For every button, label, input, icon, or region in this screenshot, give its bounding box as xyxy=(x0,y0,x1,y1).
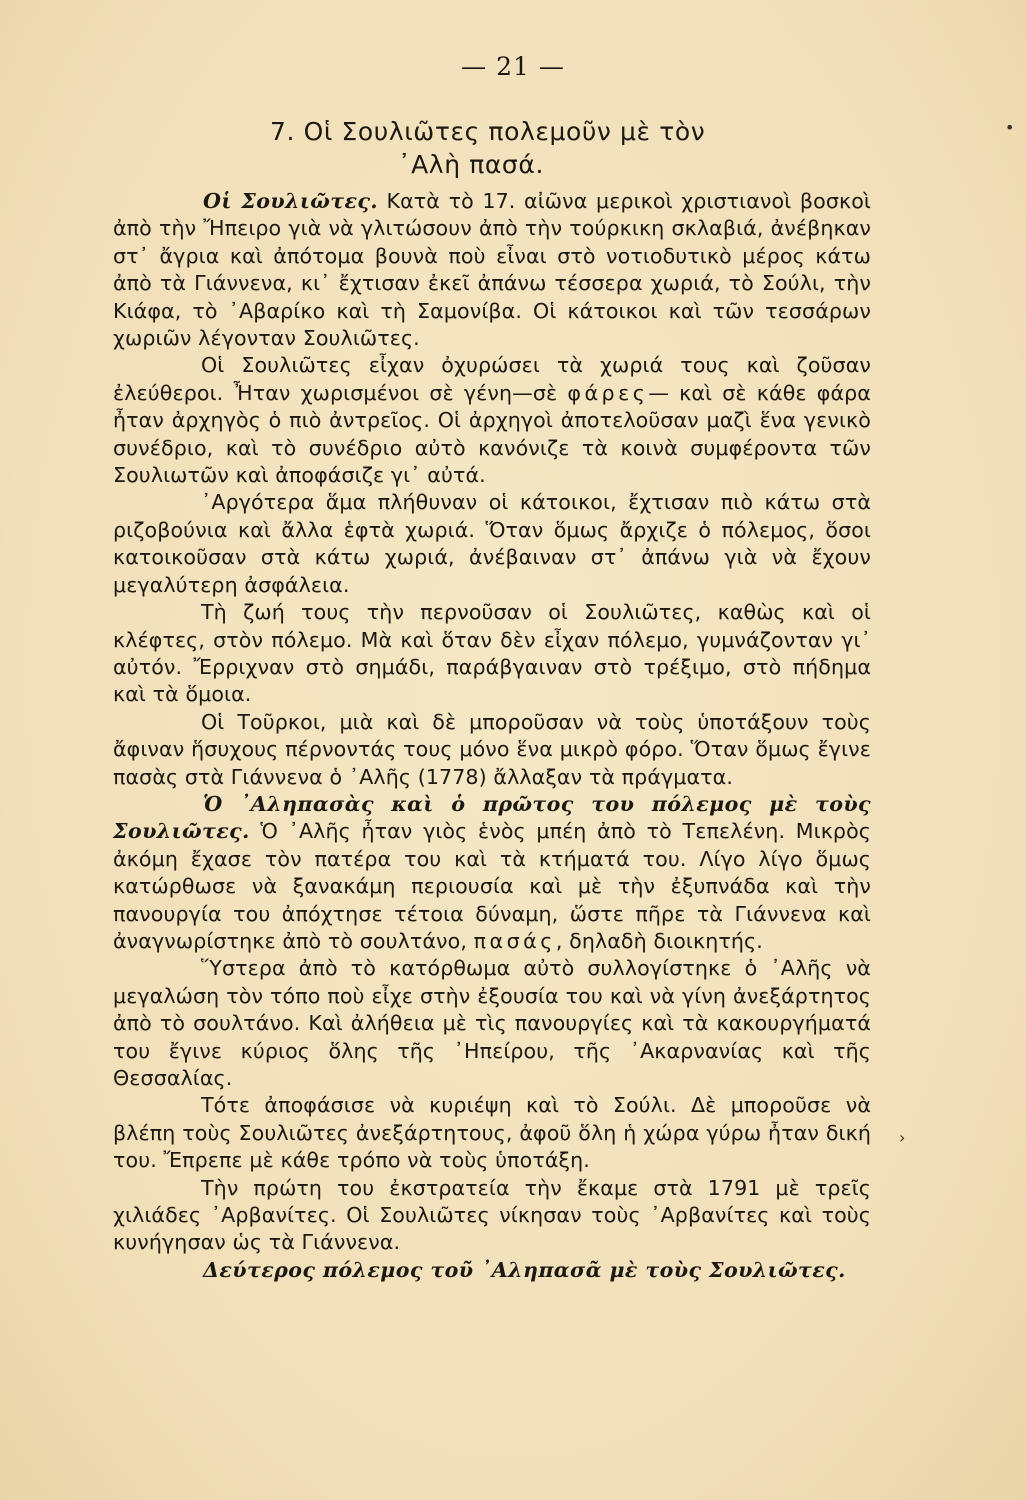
section-heading: Ὁ ᾿Αληπασὰς καὶ ὁ πρῶτος του πόλεμος μὲ τοὺς Σουλιῶτες. xyxy=(113,791,871,844)
paragraph: Τὴ ζωή τους τὴν περνοῦσαν οἱ Σουλιῶτες, καθὼς καὶ οἱ κλέφτες, στὸν πόλεμο. Μὰ καὶ ὅταν δὲν εἶχαν πόλεμο, γυμνάζονταν γι᾿ αὐτόν. Ἔρριχναν στὸ σημάδι, παράβγαιναν στὸ τρέξιμο, στὸ πήδημα καὶ τὰ ὅμοια. xyxy=(113,600,871,707)
margin-mark: › xyxy=(899,1128,906,1147)
chapter-title xyxy=(270,115,790,181)
margin-mark: • xyxy=(1005,118,1015,137)
paragraph: Οἱ Σουλιῶτες εἶχαν ὀχυρώσει τὰ χωριά τους καὶ ζοῦσαν ἐλεύθεροι. Ἦταν χωρισμένοι σὲ γένη—σὲ φάρες— καὶ σὲ κάθε φάρα ἦταν ἀρχηγὸς ὁ πιὸ ἀντρεῖος. Οἱ ἀρχηγοὶ ἀποτελοῦσαν μαζὶ ἕνα γενικὸ συνέδριο, καὶ τὸ συνέδριο αὐτὸ κανόνιζε τὰ κοινὰ συμφέροντα τῶν Σουλιωτῶν καὶ ἀποφάσιζε γι᾿ αὐτά. xyxy=(113,353,871,488)
section-heading: Οἱ Σουλιῶτες. xyxy=(203,189,378,213)
paragraph: Τὴν πρώτη του ἐκστρατεία τὴν ἔκαμε στὰ 1791 μὲ τρεῖς χιλιάδες ᾿Αρβανίτες. Οἱ Σουλιῶτες νίκησαν τοὺς ᾿Αρβανίτες καὶ τοὺς κυνήγησαν ὡς τὰ Γιάννενα. xyxy=(113,1175,871,1255)
page-number: — 21 — xyxy=(461,52,565,81)
paragraph: ᾿Αργότερα ἅμα πλήθυναν οἱ κάτοικοι, ἔχτισαν πιὸ κάτω στὰ ριζοβούνια καὶ ἄλλα ἑφτὰ χωριά. Ὅταν ὅμως ἄρχιζε ὁ πόλεμος, ὅσοι κατοικοῦσαν στὰ κάτω χωριά, ἀνέβαιναν στ᾿ ἀπάνω γιὰ νὰ ἔχουν μεγαλύτερη ἀσφάλεια. xyxy=(113,490,871,597)
paragraph: Οἱ Σουλιῶτες. Κατὰ τὸ 17. αἰῶνα μερικοὶ χριστιανοὶ βοσκοὶ ἀπὸ τὴν Ἤπειρο γιὰ νὰ γλιτώσουν ἀπὸ τὴν τούρκικη σκλαβιά, ἀνέβηκαν στ᾿ ἄγρια καὶ ἀπότομα βουνὰ ποὺ εἶναι στὸ νοτιοδυτικὸ μέρος κάτω ἀπὸ τὰ Γιάννενα, κι᾿ ἔχτισαν ἐκεῖ ἀπάνω τέσσερα χωριά, τὸ Σούλι, τὴν Κιάφα, τὸ ᾿Αβαρίκο καὶ τὴ Σαμονίβα. Οἱ κάτοικοι καὶ τῶν τεσσάρων χωριῶν λέγονταν Σουλιῶτες. xyxy=(113,189,871,351)
paragraph: Τότε ἀποφάσισε νὰ κυριέψη καὶ τὸ Σούλι. Δὲ μποροῦσε νὰ βλέπη τοὺς Σουλιῶτες ἀνεξάρτητους, ἀφοῦ ὅλη ἡ χώρα γύρω ἦταν δική του. Ἔπρεπε μὲ κάθε τρόπο νὰ τοὺς ὑποτάξη. xyxy=(113,1093,871,1173)
section-heading: Δεύτερος πόλεμος τοῦ ᾿Αληπασᾶ μὲ τοὺς Σουλιῶτες. xyxy=(203,1257,846,1282)
paragraph xyxy=(113,1257,871,1284)
chapter-title-line-1: 7. Οἱ Σουλιῶτες πολεμοῦν μὲ τὸν xyxy=(270,117,706,146)
chapter-title-line-2: ᾿Αλὴ πασά. xyxy=(398,150,544,179)
paragraph: Οἱ Τοῦρκοι, μιὰ καὶ δὲ μποροῦσαν νὰ τοὺς ὑποτάξουν τοὺς ἄφιναν ἥσυχους πέρνοντάς τους μόνο ἕνα μικρὸ φόρο. Ὅταν ὅμως ἔγινε πασὰς στὰ Γιάννενα ὁ ᾿Αλῆς (1778) ἄλλαξαν τὰ πράγματα. xyxy=(113,709,871,789)
paragraph: Ὕστερα ἀπὸ τὸ κατόρθωμα αὐτὸ συλλογίστηκε ὁ ᾿Αλῆς νὰ μεγαλώση τὸν τόπο ποὺ εἶχε στὴν ἐξουσία του καὶ νὰ γίνη ἀνεξάρτητος ἀπὸ τὸ σουλτάνο. Καὶ ἀλήθεια μὲ τὶς πανουργίες καὶ τὰ κακουργήματά του ἔγινε κύριος ὅλης τῆς ᾿Ηπείρου, τῆς ᾿Ακαρνανίας καὶ τῆς Θεσσαλίας. xyxy=(113,956,871,1090)
body-text xyxy=(113,188,871,1284)
paragraph: Ὁ ᾿Αληπασὰς καὶ ὁ πρῶτος του πόλεμος μὲ τοὺς Σουλιῶτες. Ὁ ᾿Αλῆς ἦταν γιὸς ἑνὸς μπέη ἀπὸ τὸ Τεπελένη. Μικρὸς ἀκόμη ἔχασε τὸν πατέρα του καὶ τὰ κτήματά του. Λίγο λίγο ὅμως κατώρθωσε νὰ ξανακάμη περιουσία καὶ μὲ τὴν ἐξυπνάδα καὶ τὴν πανουργία του ἀπόχτησε τέτοια δύναμη, ὥστε πῆρε τὰ Γιάννενα καὶ ἀναγνωρίστηκε ἀπὸ τὸ σουλτάνο, πασάς, δηλαδὴ διοικητής. xyxy=(113,791,871,953)
